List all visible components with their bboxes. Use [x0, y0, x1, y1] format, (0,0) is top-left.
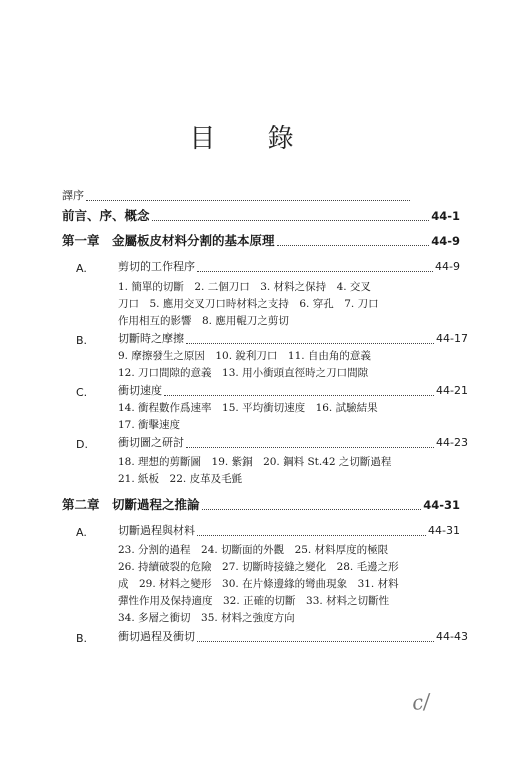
toc-section-d1[interactable]	[118, 436, 468, 449]
subtopic-line: 18. 理想的剪斷圖 19. 紫銅 20. 鋼料 St.42 之切斷過程	[118, 456, 392, 468]
subtopic-line: 14. 衝程數作爲速率 15. 平均衝切速度 16. 試驗結果	[118, 402, 378, 414]
toc-entry-page: 44-23	[436, 436, 468, 449]
leader-dots	[202, 500, 422, 510]
toc-section-b2[interactable]	[118, 630, 468, 643]
toc-entry-page: 44-31	[423, 498, 460, 512]
subtopic-line: 26. 持續破裂的危險 27. 切斷時接縫之變化 28. 毛邊之形	[118, 561, 399, 573]
toc-entry-label: 前言、序、概念	[62, 208, 150, 223]
leader-dots	[164, 386, 434, 396]
section-title: 衝切圖之研討	[118, 436, 184, 449]
toc-entry-page: 44-9	[431, 234, 460, 248]
leader-dots	[152, 211, 430, 221]
subtopic-line: 17. 衝擊速度	[118, 419, 181, 431]
toc-entry-label: 譯序	[62, 189, 84, 202]
toc-entry-foreword[interactable]	[62, 209, 460, 223]
section-title: 剪切的工作程序	[118, 260, 195, 273]
section-letter: B.	[76, 632, 88, 645]
section-letter: B.	[76, 334, 88, 347]
subtopic-line: 彈性作用及保持適度 32. 正確的切斷 33. 材料之切斷性	[118, 595, 390, 607]
toc-section-b1[interactable]	[118, 332, 468, 345]
leader-dots	[277, 236, 430, 246]
section-letter: C.	[76, 386, 88, 399]
leader-dots	[197, 262, 433, 272]
subtopic-line: 23. 分割的過程 24. 切斷面的外觀 25. 材料厚度的極限	[118, 544, 389, 556]
toc-entry-chapter-1[interactable]	[62, 234, 460, 248]
toc-entry-page: 44-9	[435, 260, 460, 273]
leader-dots	[197, 526, 426, 536]
subtopic-line: 12. 刀口間隙的意義 13. 用小衝頭直徑時之刀口間隙	[118, 367, 369, 379]
section-title: 切斷過程與材料	[118, 524, 195, 537]
toc-entry-page: 44-31	[428, 524, 460, 537]
section-title: 衝切過程及衝切	[118, 630, 195, 643]
subtopic-line: 34. 多層之衝切 35. 材料之強度方向	[118, 612, 295, 624]
page-title: 目 錄	[189, 124, 316, 154]
toc-entry-page: 44-17	[436, 332, 468, 345]
subtopic-line: 刀口 5. 應用交叉刀口時材料之支持 6. 穿孔 7. 刀口	[118, 298, 379, 310]
subtopic-line: 21. 紙板 22. 皮革及毛氈	[118, 473, 243, 485]
subtopic-line: 9. 摩擦發生之原因 10. 銳利刀口 11. 自由角的意義	[118, 350, 371, 362]
toc-entry-page: 44-21	[436, 384, 468, 397]
section-title: 衝切速度	[118, 384, 162, 397]
handwritten-mark: c/	[410, 688, 432, 716]
chapter-title: 第二章 切斷過程之推論	[62, 497, 200, 512]
toc-entry-preface-translator[interactable]	[62, 189, 412, 202]
toc-entry-page: 44-43	[436, 630, 468, 643]
toc-section-a1[interactable]	[118, 260, 460, 273]
leader-dots	[186, 438, 434, 448]
leader-dots	[197, 632, 434, 642]
subtopic-line: 作用相互的影響 8. 應用輥刀之剪切	[118, 315, 289, 327]
subtopic-line: 1. 簡單的切斷 2. 二個刀口 3. 材料之保持 4. 交叉	[118, 281, 371, 293]
leader-dots	[186, 334, 434, 344]
subtopic-line: 成 29. 材料之變形 30. 在片條邊緣的彎曲現象 31. 材料	[118, 578, 399, 590]
toc-section-a2[interactable]	[118, 524, 460, 537]
toc-entry-page: 44-1	[431, 209, 460, 223]
toc-section-c1[interactable]	[118, 384, 468, 397]
chapter-title: 第一章 金屬板皮材料分割的基本原理	[62, 233, 275, 248]
section-letter: D.	[76, 438, 88, 451]
section-letter: A.	[76, 262, 87, 275]
section-title: 切斷時之摩擦	[118, 332, 184, 345]
section-letter: A.	[76, 526, 87, 539]
toc-entry-chapter-2[interactable]	[62, 498, 460, 512]
leader-dots	[86, 191, 410, 201]
